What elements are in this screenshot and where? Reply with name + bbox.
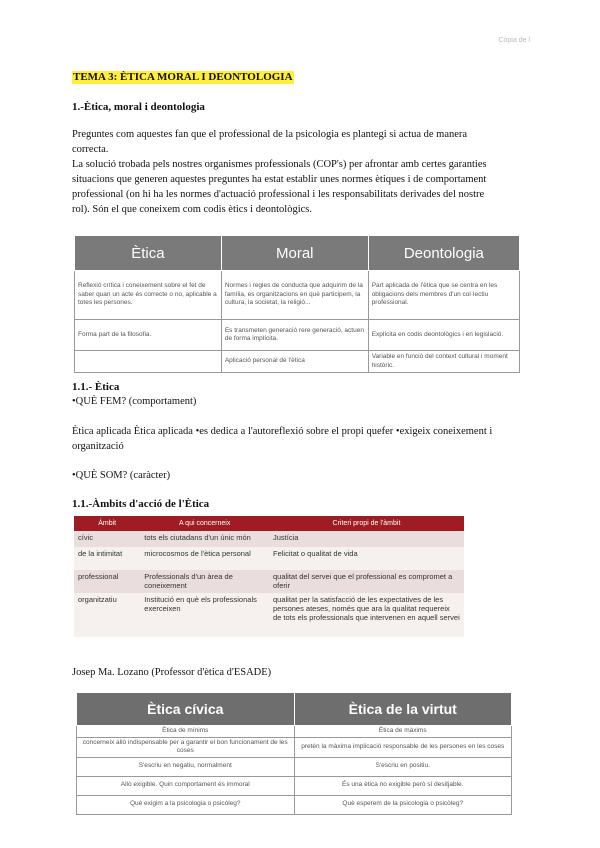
table-cell: de la intimitat [74,547,140,570]
ethics-comparison-table [74,235,520,373]
table-header-cell: Àmbit [74,516,140,531]
table-cell: qualitat per la satisfacció de les expectatives de les persones ateses, només que ara la qualitat requereix de tots els professionals que intervenen en aquell servei [269,593,464,637]
table-cell: Es transmeten generació rere generació, actuen de forma implícita. [221,320,368,351]
table-row [74,593,464,637]
table-cell: concerneix allò indispensable per a garantir el bon funcionament de les coses [77,737,295,757]
table-row [77,776,512,795]
table-cell: Què exigim a la psicologia o psicòleg? [77,795,295,814]
table-cell: Justícia [269,531,464,547]
table-row [77,737,512,757]
table-row [74,570,464,593]
table-row [77,726,512,738]
civic-virtue-table [76,692,512,815]
table-cell: Reflexió crítica i coneixement sobre el fet de saber quan un acte és correcte o no, aplicable a totes les persones. [75,271,222,320]
paragraph-line: Preguntes com aquestes fan que el professional de la psicologia es plantegi si actua de manera [72,129,468,140]
table-cell: Professionals d'un àrea de coneixement [140,570,269,593]
table-header-cell: A qui concerneix [140,516,269,531]
table-header-cell: Moral [221,236,368,271]
table-header-cell: Ètica de la virtut [294,693,512,726]
table-row [77,795,512,814]
table-cell: Explícita en codis deontològics i en legislació. [368,320,519,351]
table-cell: professional [74,570,140,593]
ethics-scope-table [74,516,464,637]
table-header-row [75,236,520,271]
table-cell: Ètica de mínims [77,726,295,738]
table-cell: Aplicació personal de l'ètica [221,351,368,373]
table-cell: Variable en funció del context cultural i moment històric. [368,351,519,373]
paragraph-line: Ètica aplicada Ètica aplicada •es dedica a l'autoreflexió sobre el propi quefer •exigeix coneixement i [72,426,493,437]
table-row [77,757,512,776]
table-cell: És una ètica no exigible però sí desitjable. [294,776,512,795]
table-cell: organitzatiu [74,593,140,637]
table-cell: Què esperem de la psicologia o psicòleg? [294,795,512,814]
table-cell: S'escriu en negatiu, normalment [77,757,295,776]
paragraph-line: correcta. [72,144,109,155]
table-cell: Allò exigible. Quin comportament és immoral [77,776,295,795]
table-cell: Ètica de màxims [294,726,512,738]
author-line: Josep Ma. Lozano (Professor d'ètica d'ESADE) [72,667,272,678]
table-cell: tots els ciutadans d'un únic món [140,531,269,547]
paragraph-line: professional (on hi ha les normes d'actuació professional i les responsabilitats derivades del nostre [72,189,485,200]
table-cell: microcosmos de l'ètica personal [140,547,269,570]
table-cell: Felicitat o qualitat de vida [269,547,464,570]
table-header-row [77,693,512,726]
table-cell: Normes i regles de conducta que adquirim de la família, es organitzacions en què participem, la cultura, la societat, la religió... [221,271,368,320]
table-header-cell: Criteri propi de l'àmbit [269,516,464,531]
table-row [75,271,520,320]
paragraph-line: rol). Són el que coneixem com codis ètics i deontològics. [72,204,312,215]
paragraph-line: organització [72,441,124,452]
table-cell: qualitat del servei que el professional es compromet a oferir [269,570,464,593]
section-heading-1: 1.-Ètica, moral i deontologia [72,101,205,113]
table-cell: Forma part de la filosofia. [75,320,222,351]
table-cell [75,351,222,373]
table-header-cell: Ètica [75,236,222,271]
table-row [74,531,464,547]
paragraph-line: •QUÈ FEM? (comportament) [72,396,197,407]
paragraph-line: La solució trobada pels nostres organismes professionals (COP's) per afrontar amb certes garanties [72,159,487,170]
table-header-cell: Ètica cívica [77,693,295,726]
section-heading-1-1: 1.1.- Ètica [72,381,120,393]
table-row [75,320,520,351]
table-header-cell: Deontologia [368,236,519,271]
paragraph-line: •QUÈ SOM? (caràcter) [72,470,171,481]
table-cell: cívic [74,531,140,547]
table-row [75,351,520,373]
paragraph-line: situacions que generen aquestes preguntes ha estat establir unes normes ètiques i de comportament [72,174,487,185]
document-title: TEMA 3: ÈTICA MORAL I DEONTOLOGIA [73,71,293,83]
table-cell: pretén la màxima implicació responsable de les persones en les coses [294,737,512,757]
table-cell: Institució en què els professionals exerceixen [140,593,269,637]
table-header-row [74,516,464,531]
table-row [74,547,464,570]
section-heading-ambits: 1.1.-Àmbits d'acció de l'Ètica [72,498,210,510]
paragraph-1 [72,127,532,217]
table-cell: S'escriu en positiu. [294,757,512,776]
table-cell: Part aplicada de l'ètica que se centra en les obligacions dels membres d'un col·lectiu professional. [368,271,519,320]
page-number: Còpia de l [498,37,530,44]
